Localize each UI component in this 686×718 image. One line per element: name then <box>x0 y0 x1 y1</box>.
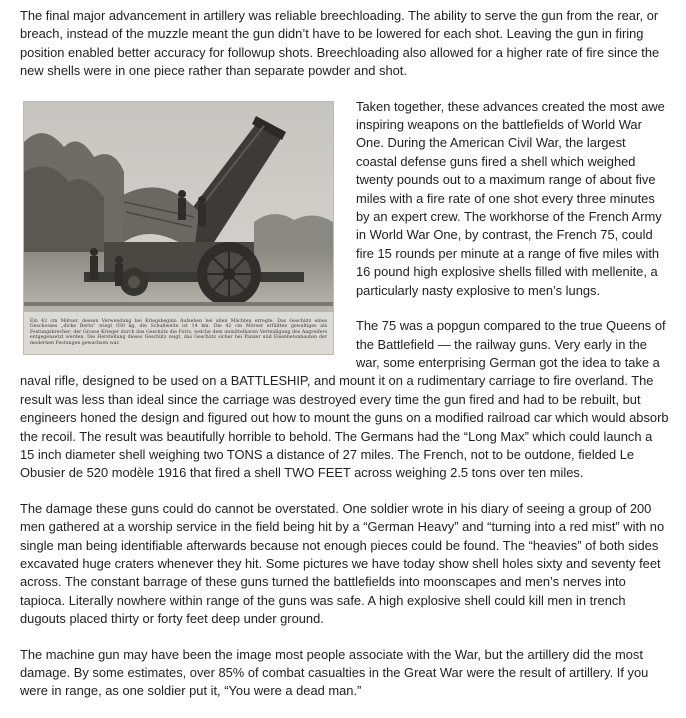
paragraph-damage: The damage these guns could do cannot be overstated. One soldier wrote in his diary of seeing a group of 200 men gathered at a worship service in the field being hit by a “German Heavy” and “turning into a red mist” with no single man being identifiable afterwards because not enough pieces could be found. The “heavies” of both sides excavated huge craters whenever they hit. Some pictures we have today show shell holes sixty and seventy feet across. The constant barrage of these guns turned the battlefields into moonscapes and men’s nerves into tapioca. Literally nowhere within range of the guns was safe. A high explosive shell could kill men in trench dugouts placed thirty or forty feet deep under ground. <box>20 500 665 627</box>
paragraph-battlefield-weapons: Taken together, these advances created the most awe inspiring weapons on the battlefields of World War One. During the American Civil War, the largest coastal defense guns fired a shell which weighed twenty pounds out to a maximum range of about five miles with a fire rate of one shot every three minutes by an expert crew. The workhorse of the French Army in World War One, by contrast, the French 75, could fire 15 rounds per minute at a range of five miles with 16 pound high explosive shells filled with mellenite, a particularly nasty explosive to men’s lungs. <box>356 98 665 298</box>
howitzer-photo <box>23 101 334 355</box>
article-body <box>20 7 670 718</box>
paragraph-breechloading: The final major advancement in artillery was reliable breechloading. The ability to serve the gun from the rear, or breach, instead of the muzzle meant the gun didn’t have to be lowered for each shot. Leaving the gun in firing position enabled better accuracy for followup shots. Breechloading also allowed for a higher rate of fire since the new shells were in one piece rather than separate powder and shot. <box>20 8 660 79</box>
paragraph-railway-guns: The 75 was a popgun compared to the true Queens of the Battlefield — the railway guns. Very early in the war, some enterprising German got the idea to take a naval rifle, designed to be used on a BATTLESHIP, and mount it on a rudimentary carriage to fire overland. The result was less than ideal since the carriage was destroyed every time the gun fired and had to be rebuilt, but engineers honed the design and figured out how to mount the guns on a modified railroad car which would absorb the recoil. The result was beautifully horrible to behold. The Germans had the “Long Max” which could launch a 15 inch diameter shell weighing two TONS a distance of 27 miles. The French, not to be outdone, fielded Le Obusier de 520 modèle 1916 that fired a shell TWO FEET across weighing 2.5 tons over ten miles. <box>20 318 669 481</box>
photo-caption: Ein 42 cm Mörser, dessen Verwendung bei Kriegsbeginn Aufsehen bei allen Mächten erregte. Das Geschütz eines Geschosses „dicke Berta“ wiegt 930 kg, die Schußweite ist 14 km. Die 42 cm Mörser erfüllten gewaltiges als Festungsbrecher; der Grosse Krieger durch das Geschütz die Forts, welche dem unmittelbaren Verteidigung des Angreifers entgegensetzt werden. Die Herstellung dieses Geschütz zeigt, das Geschütz sicher bei Panzer und Eisenbetonbauten der modernen Festungen gewachsen war. <box>30 318 327 347</box>
paragraph-machine-gun: The machine gun may have been the image most people associate with the War, but the artillery did the most damage. By some estimates, over 85% of combat casualties in the Great War were the result of artillery. If you were in range, as one soldier put it, “You were a dead man.” <box>20 646 649 699</box>
howitzer-illustration <box>24 102 333 354</box>
